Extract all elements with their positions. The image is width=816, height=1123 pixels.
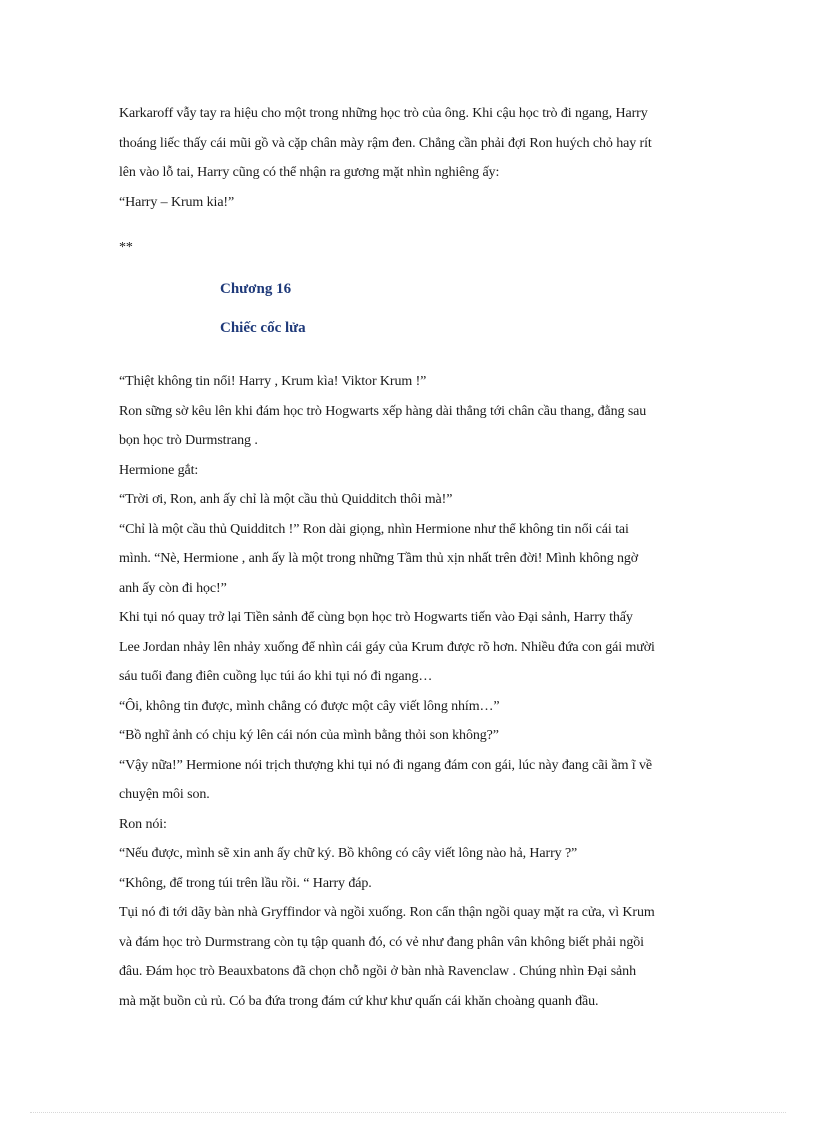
- body-line: mình. “Nè, Hermione , anh ấy là một trong những Tầm thủ xịn nhất trên đời! Mình không ngờ: [119, 551, 639, 566]
- intro-line: lên vào lỗ tai, Harry cũng có thể nhận ra gương mặt nhìn nghiêng ấy:: [119, 165, 500, 180]
- body-line: “Bồ nghĩ ảnh có chịu ký lên cái nón của mình bằng thỏi son không?”: [119, 728, 499, 743]
- separator-text: **: [119, 240, 133, 255]
- body-line: Tụi nó đi tới dãy bàn nhà Gryffindor và ngồi xuống. Ron cẩn thận ngồi quay mặt ra cửa, vì Krum: [119, 905, 655, 920]
- chapter-number: Chương 16: [220, 281, 292, 297]
- section-separator: [119, 233, 749, 263]
- body-line: “Không, để trong túi trên lầu rồi. “ Harry đáp.: [119, 875, 372, 891]
- body-line: bọn học trò Durmstrang .: [119, 433, 258, 448]
- intro-line: “Harry – Krum kia!”: [119, 194, 235, 210]
- body-line: mà mặt buồn củ rủ. Có ba đứa trong đám cứ khư khư quấn cái khăn choàng quanh đầu.: [119, 993, 599, 1009]
- body-line: Ron sững sờ kêu lên khi đám học trò Hogwarts xếp hàng dài thẳng tới chân cầu thang, đằng sau: [119, 403, 647, 419]
- intro-paragraph: [119, 99, 749, 217]
- body-line: Ron nói:: [119, 816, 167, 832]
- body-paragraphs: [119, 367, 749, 1016]
- body-line: “Thiệt không tin nổi! Harry , Krum kìa! Viktor Krum !”: [119, 374, 427, 389]
- chapter-title: Chiếc cốc lửa: [220, 320, 306, 336]
- body-line: Hermione gắt:: [119, 462, 199, 478]
- intro-line: Karkaroff vẫy tay ra hiệu cho một trong những học trò của ông. Khi cậu học trò đi ngang, Harry: [119, 106, 648, 121]
- body-line: và đám học trò Durmstrang còn tụ tập quanh đó, có vẻ như đang phân vân không biết phải ngồi: [119, 934, 644, 950]
- body-line: chuyện môi son.: [119, 787, 210, 802]
- body-line: “Chỉ là một cầu thủ Quidditch !” Ron dài giọng, nhìn Hermione như thể không tin nổi cái tai: [119, 521, 629, 537]
- body-line: đâu. Đám học trò Beauxbatons đã chọn chỗ ngồi ở bàn nhà Ravenclaw . Chúng nhìn Đại sảnh: [119, 964, 636, 979]
- body-line: “Ôi, không tin được, mình chẳng có được một cây viết lông nhím…”: [119, 698, 500, 714]
- body-line: “Nếu được, mình sẽ xin anh ấy chữ ký. Bồ không có cây viết lông nào hả, Harry ?”: [119, 846, 578, 861]
- body-line: sáu tuổi đang điên cuồng lục túi áo khi tụi nó đi ngang…: [119, 669, 433, 684]
- page-bottom-divider: [30, 1112, 786, 1113]
- body-line: “Vậy nữa!” Hermione nói trịch thượng khi tụi nó đi ngang đám con gái, lúc này đang cãi ầm ĩ về: [119, 757, 652, 773]
- body-line: “Trời ơi, Ron, anh ấy chỉ là một cầu thủ Quidditch thôi mà!”: [119, 492, 453, 507]
- body-line: anh ấy còn đi học!”: [119, 580, 227, 596]
- body-line: Khi tụi nó quay trở lại Tiền sảnh để cùng bọn học trò Hogwarts tiến vào Đại sảnh, Harry thấy: [119, 610, 633, 625]
- body-line: Lee Jordan nhảy lên nhảy xuống để nhìn cái gáy của Krum được rõ hơn. Nhiều đứa con gái mười: [119, 639, 655, 655]
- intro-line: thoáng liếc thấy cái mũi gồ và cặp chân mày rậm đen. Chẳng cần phải đợi Ron huých chỏ hay rít: [119, 135, 652, 151]
